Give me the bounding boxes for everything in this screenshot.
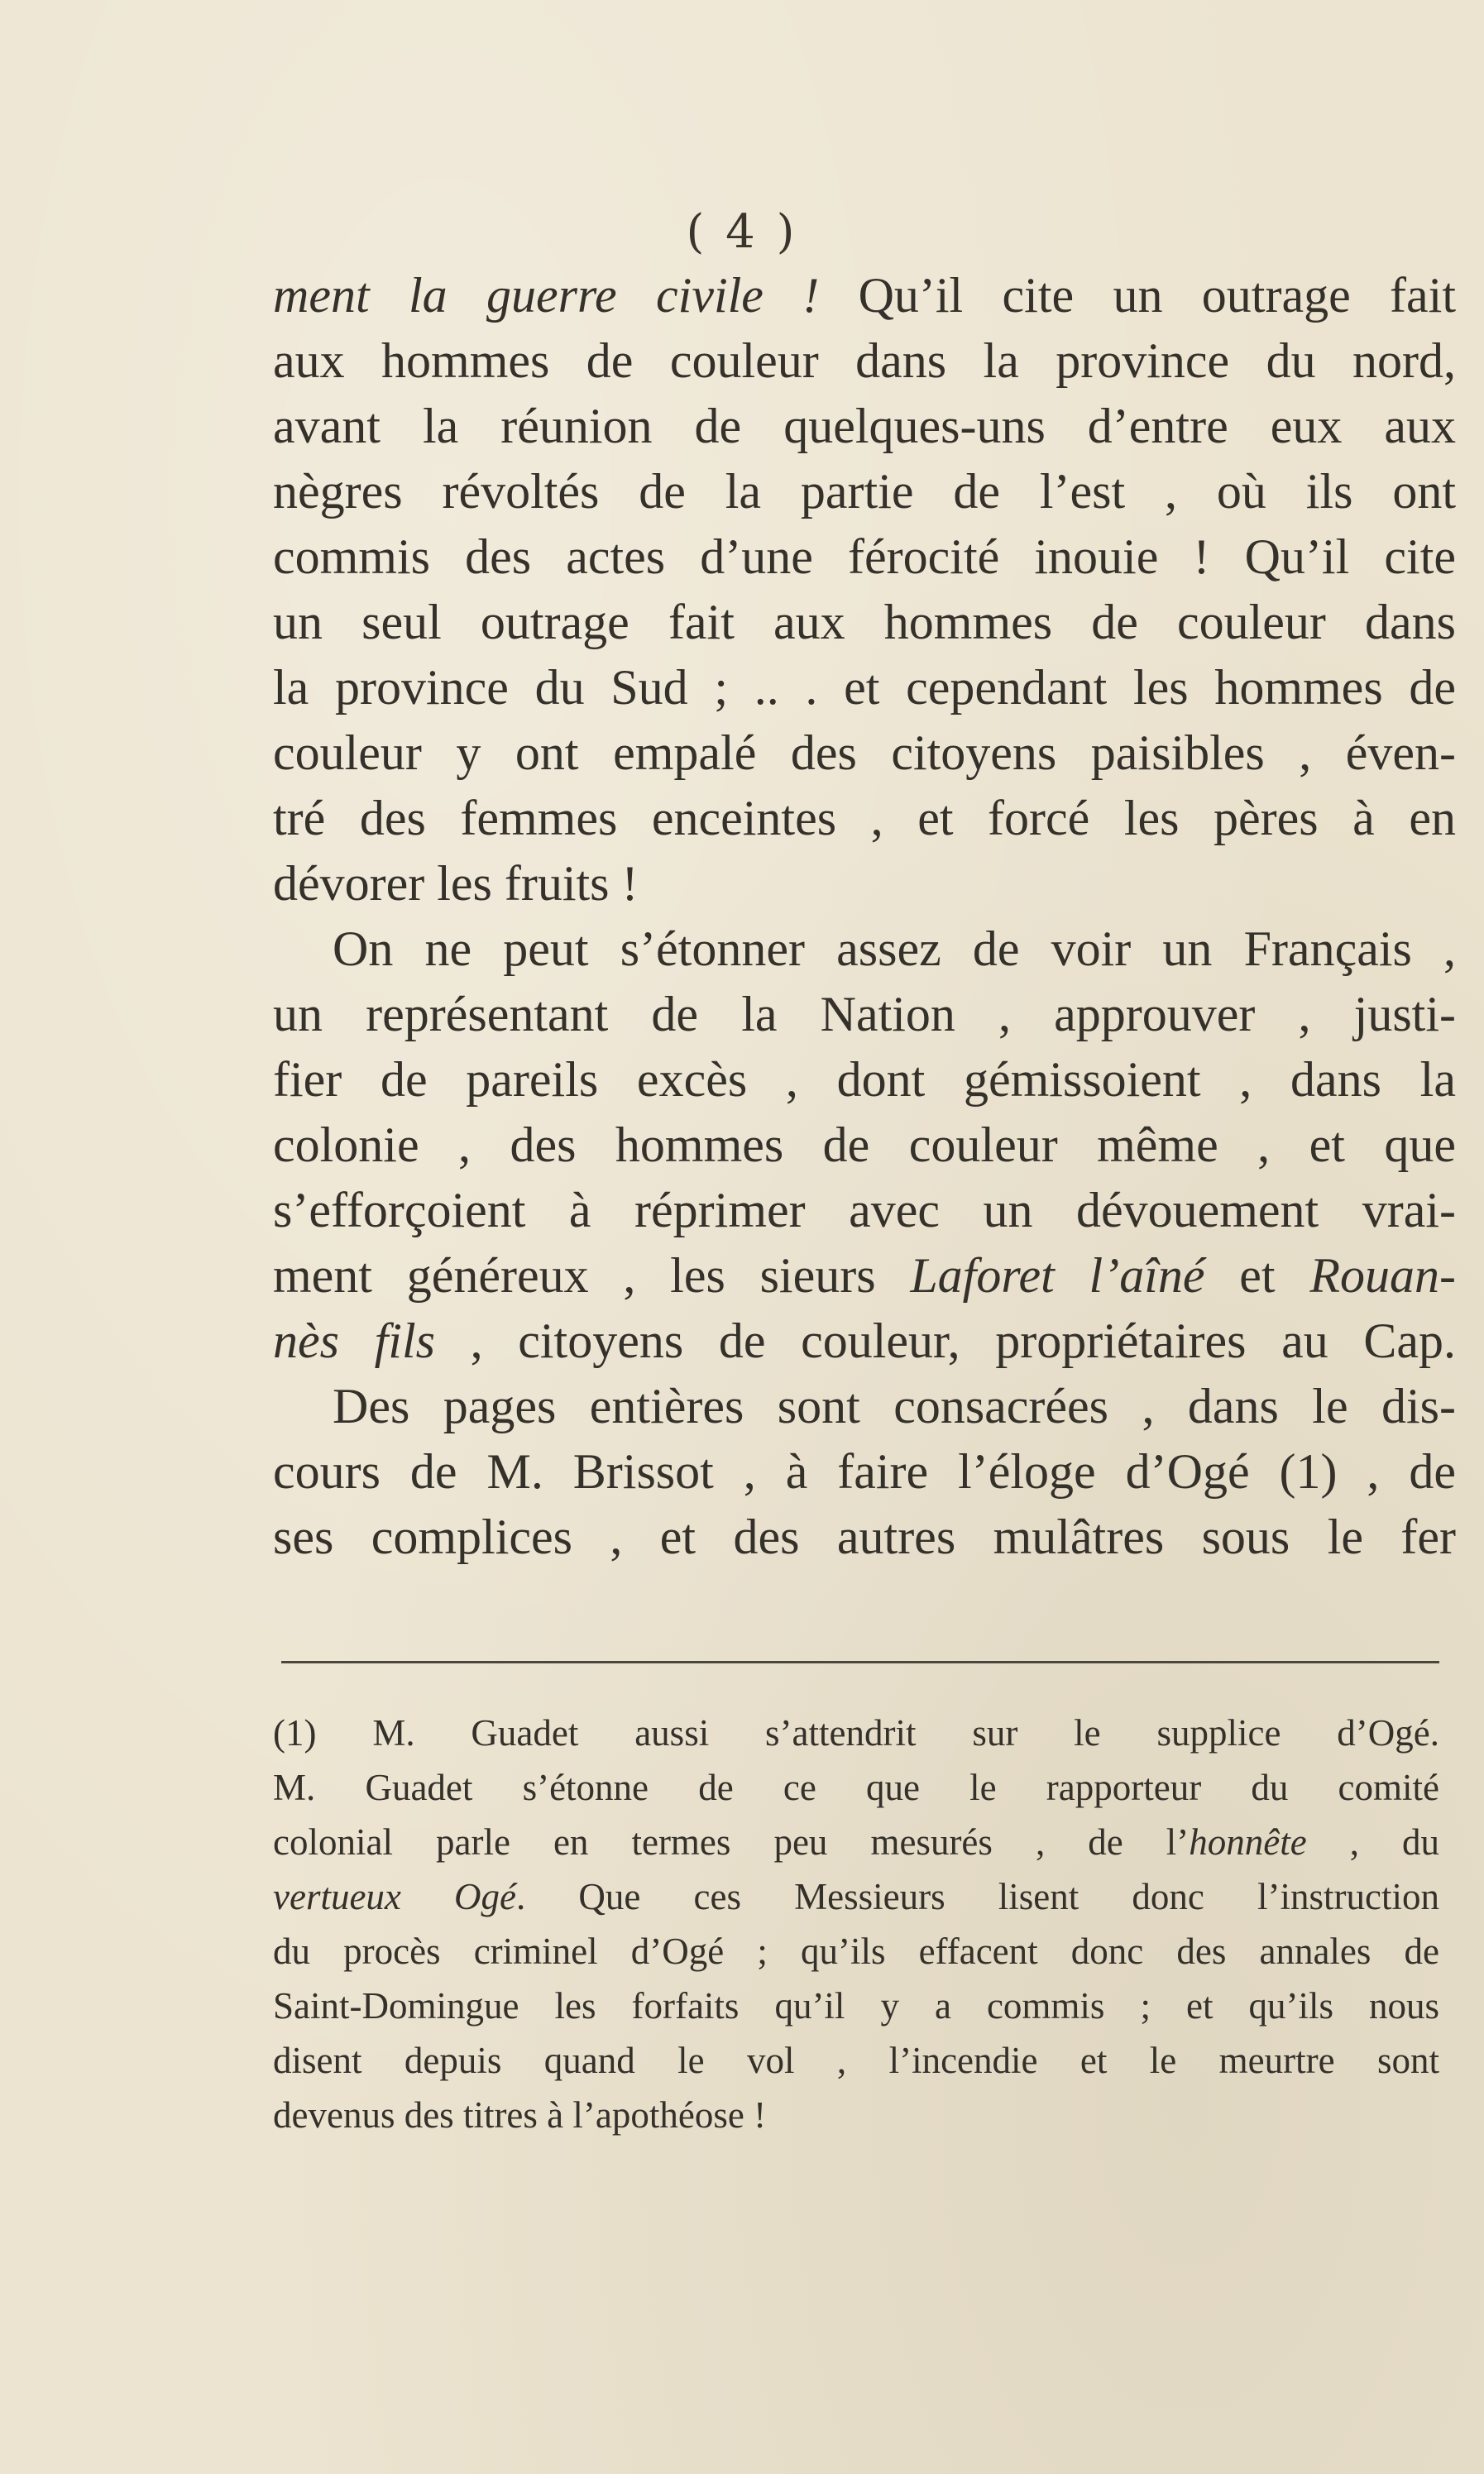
paragraph-1 bbox=[273, 263, 1456, 916]
footnote-line: devenus des titres à l’apothéose ! bbox=[273, 2094, 767, 2136]
footnote-line: disent depuis quand le vol , l’incendie et le meurtre sont bbox=[273, 2040, 1439, 2081]
text-line: un seul outrage fait aux hommes de couleur dans bbox=[273, 595, 1456, 649]
page-number: ( 4 ) bbox=[686, 205, 798, 259]
text-line: la province du Sud ; .. . et cependant les hommes de bbox=[273, 660, 1456, 715]
footnote-line: M. Guadet s’étonne de ce que le rapporteur du comité bbox=[273, 1767, 1439, 1808]
footnote-line: (1) M. Guadet aussi s’attendrit sur le supplice d’Ogé. bbox=[273, 1712, 1439, 1754]
footnote-line: colonial parle en termes peu mesurés , de l’honnête , du bbox=[273, 1821, 1440, 1863]
text-line: commis des actes d’une férocité inouie ! Qu’il cite bbox=[273, 529, 1456, 584]
paragraph-3 bbox=[273, 1374, 1456, 1570]
text-line: Des pages entières sont consacrées , dans le dis- bbox=[333, 1379, 1456, 1433]
footnote-line: du procès criminel d’Ogé ; qu’ils effacent donc des annales de bbox=[273, 1931, 1439, 1972]
paragraph-2 bbox=[273, 916, 1456, 1374]
text-line: nès fils , citoyens de couleur, propriétaires au Cap. bbox=[273, 1314, 1456, 1368]
main-text bbox=[273, 263, 1456, 1570]
text-line: nègres révoltés de la partie de l’est , où ils ont bbox=[273, 464, 1456, 519]
text-line: cours de M. Brissot , à faire l’éloge d’Ogé (1) , de bbox=[273, 1444, 1456, 1499]
text-line: s’efforçoient à réprimer avec un dévouement vrai- bbox=[273, 1183, 1456, 1237]
text-line: avant la réunion de quelques-uns d’entre eux aux bbox=[273, 399, 1456, 453]
footnote-line: vertueux Ogé. Que ces Messieurs lisent donc l’instruction bbox=[273, 1876, 1439, 1917]
text-line: fier de pareils excès , dont gémissoient , dans la bbox=[273, 1052, 1456, 1107]
text-line: ses complices , et des autres mulâtres sous le fer bbox=[273, 1510, 1456, 1564]
footnote-line: Saint-Domingue les forfaits qu’il y a commis ; et qu’ils nous bbox=[273, 1985, 1439, 2027]
text-line: aux hommes de couleur dans la province du nord, bbox=[273, 333, 1456, 388]
text-line: ment généreux , les sieurs Laforet l’aîné et Rouan- bbox=[273, 1248, 1456, 1303]
text-line: colonie , des hommes de couleur même , et que bbox=[273, 1117, 1456, 1172]
text-line: tré des femmes enceintes , et forcé les pères à en bbox=[273, 791, 1456, 845]
footnote-divider bbox=[281, 1661, 1439, 1663]
text-line: dévorer les fruits ! bbox=[273, 856, 639, 911]
footnote bbox=[273, 1706, 1439, 2142]
text-line: ment la guerre civile ! Qu’il cite un outrage fait bbox=[273, 268, 1456, 323]
text-line: couleur y ont empalé des citoyens paisibles , éven- bbox=[273, 725, 1456, 780]
text-line: un représentant de la Nation , approuver , justi- bbox=[273, 987, 1456, 1041]
text-line: On ne peut s’étonner assez de voir un Français , bbox=[333, 921, 1456, 976]
